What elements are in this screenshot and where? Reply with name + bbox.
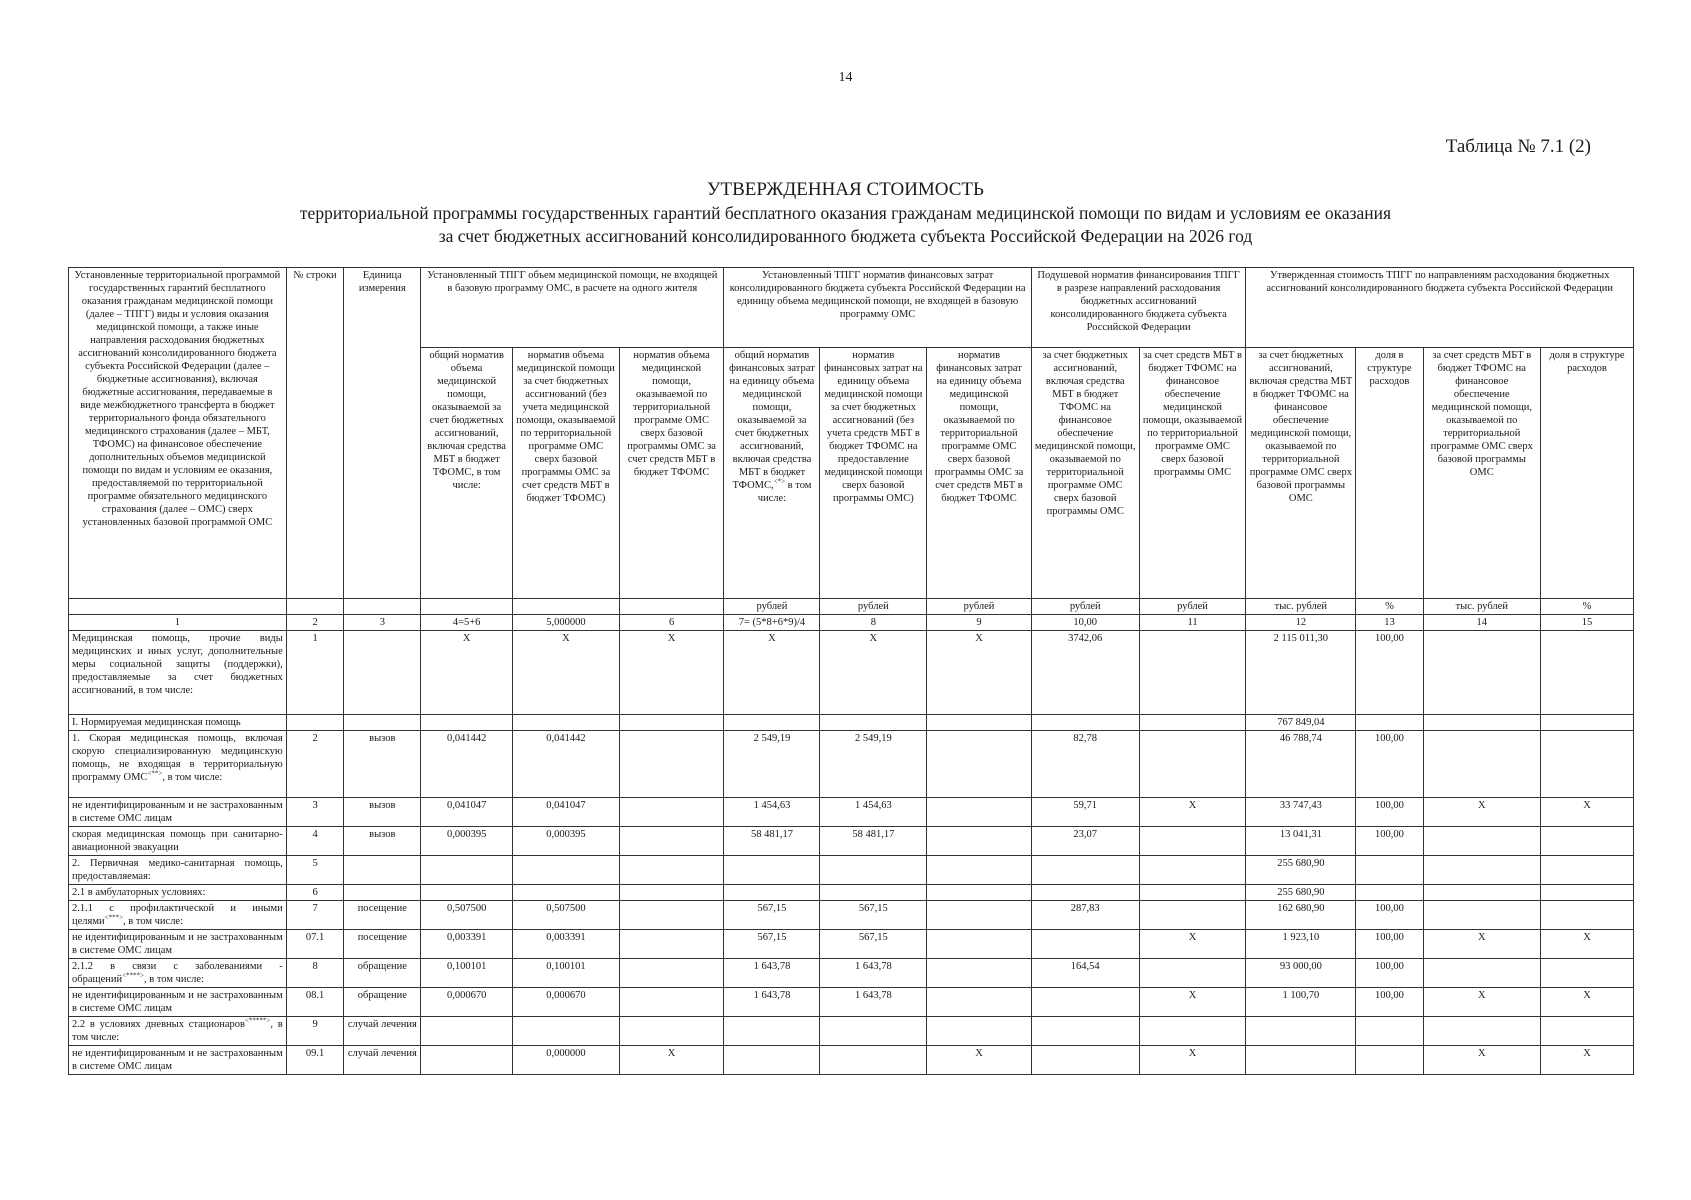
row-label-text: 2.1 в амбулаторных условиях: bbox=[72, 887, 206, 898]
header-row-groups bbox=[69, 268, 1634, 348]
column-number-row bbox=[69, 615, 1634, 631]
row-label-text: не идентифицированным и не застрахованным в системе ОМС лицам bbox=[72, 1048, 283, 1072]
row-footnote-mark: <****> bbox=[122, 971, 145, 980]
table-cell bbox=[724, 1046, 820, 1075]
table-cell bbox=[619, 715, 724, 731]
header-group-volume: Установленный ТПГГ объем медицинской помощи, не входящей в базовую программу ОМС, в расчете на одного жителя bbox=[421, 268, 724, 348]
table-cell: X bbox=[1423, 1046, 1540, 1075]
table-cell: 0,041442 bbox=[513, 731, 620, 798]
table-cell: 0,041047 bbox=[513, 798, 620, 827]
column-number-cell: 10,00 bbox=[1031, 615, 1139, 631]
table-cell bbox=[1356, 715, 1423, 731]
table-cell: обращение bbox=[344, 988, 421, 1017]
table-cell: 1 454,63 bbox=[724, 798, 820, 827]
table-cell: 100,00 bbox=[1356, 731, 1423, 798]
table-cell bbox=[344, 715, 421, 731]
table-cell: 3742,06 bbox=[1031, 631, 1139, 715]
table-cell: 0,000670 bbox=[421, 988, 513, 1017]
table-cell bbox=[1356, 1017, 1423, 1046]
table-cell bbox=[1423, 885, 1540, 901]
table-cell: 0,000000 bbox=[513, 1046, 620, 1075]
table-cell bbox=[344, 631, 421, 715]
table-cell bbox=[1139, 856, 1246, 885]
table-cell bbox=[1423, 827, 1540, 856]
row-label bbox=[69, 930, 287, 959]
table-cell: 567,15 bbox=[820, 901, 927, 930]
row-label-text: I. Нормируемая медицинская помощь bbox=[72, 717, 241, 728]
table-cell: X bbox=[1540, 1046, 1633, 1075]
unit-cell: рублей bbox=[1139, 599, 1246, 615]
header-col-7-footnote: <*> bbox=[773, 477, 786, 486]
row-label bbox=[69, 827, 287, 856]
table-cell: 0,000670 bbox=[513, 988, 620, 1017]
table-cell: 1 100,70 bbox=[1246, 988, 1356, 1017]
table-row bbox=[69, 715, 1634, 731]
unit-cell: рублей bbox=[820, 599, 927, 615]
header-col-10: за счет бюджетных ассигнований, включая средства МБТ в бюджет ТФОМС на финансовое обеспечение медицинской помощи, оказываемой по территориальной программе ОМС сверх базовой программы ОМС bbox=[1031, 348, 1139, 599]
table-cell bbox=[619, 731, 724, 798]
header-col-1-bottom: расходования бюджетных ассигнований консолидированного бюджета субъекта Российской Федерации (далее – бюджетные ассигнования), включая бюджетные ассигнования, передаваемые в виде межбюджетного трансферта в бюджет территориального фонда обязательного медицинского страхования (далее – МБТ, ТФОМС) на финансовое обеспечение дополнительных объемов медицинской помощи по видам и условиям ее оказания, предоставляемой по территориальной программе обязательного медицинского страхования (далее – ОМС) сверх установленных базовой программой ОМС bbox=[78, 335, 277, 528]
row-label bbox=[69, 715, 287, 731]
row-label bbox=[69, 959, 287, 988]
table-cell: X bbox=[927, 1046, 1032, 1075]
table-cell bbox=[619, 988, 724, 1017]
table-cell bbox=[421, 885, 513, 901]
column-number-cell: 13 bbox=[1356, 615, 1423, 631]
table-cell: X bbox=[1423, 798, 1540, 827]
table-cell: 7 bbox=[286, 901, 344, 930]
table-cell bbox=[1540, 856, 1633, 885]
table-cell bbox=[927, 959, 1032, 988]
table-cell bbox=[927, 827, 1032, 856]
row-label bbox=[69, 731, 287, 798]
table-cell bbox=[513, 1017, 620, 1046]
table-cell: 23,07 bbox=[1031, 827, 1139, 856]
table-cell bbox=[513, 856, 620, 885]
table-cell: 287,83 bbox=[1031, 901, 1139, 930]
table-cell: 567,15 bbox=[724, 901, 820, 930]
table-cell: 164,54 bbox=[1031, 959, 1139, 988]
table-cell bbox=[927, 798, 1032, 827]
table-row bbox=[69, 856, 1634, 885]
table-row bbox=[69, 731, 1634, 798]
table-cell bbox=[724, 715, 820, 731]
table-cell: X bbox=[1139, 1046, 1246, 1075]
table-cell: 07.1 bbox=[286, 930, 344, 959]
column-number-cell: 3 bbox=[344, 615, 421, 631]
table-cell bbox=[1423, 631, 1540, 715]
table-cell: 1 643,78 bbox=[820, 988, 927, 1017]
header-col-5: норматив объема медицинской помощи за счет бюджетных ассигнований (без учета медицинской помощи, оказываемой по территориальной программе ОМС сверх базовой программы ОМС за счет средств МБТ в бюджет ТФОМС) bbox=[513, 348, 620, 599]
unit-cell: тыс. рублей bbox=[1246, 599, 1356, 615]
table-cell bbox=[421, 1046, 513, 1075]
table-cell bbox=[1031, 856, 1139, 885]
table-cell: 100,00 bbox=[1356, 798, 1423, 827]
table-cell bbox=[1540, 1017, 1633, 1046]
column-number-cell: 5,000000 bbox=[513, 615, 620, 631]
table-cell: 4 bbox=[286, 827, 344, 856]
table-cell bbox=[927, 885, 1032, 901]
table-cell: X bbox=[1540, 930, 1633, 959]
table-cell: 0,000395 bbox=[513, 827, 620, 856]
row-label bbox=[69, 856, 287, 885]
table-cell bbox=[927, 930, 1032, 959]
table-cell bbox=[927, 856, 1032, 885]
table-cell: 3 bbox=[286, 798, 344, 827]
row-label bbox=[69, 631, 287, 715]
row-label-text: не идентифицированным и не застрахованным в системе ОМС лицам bbox=[72, 990, 283, 1014]
table-cell bbox=[1139, 1017, 1246, 1046]
table-cell: 100,00 bbox=[1356, 827, 1423, 856]
table-cell: 9 bbox=[286, 1017, 344, 1046]
table-cell bbox=[1540, 885, 1633, 901]
header-group-norm: Установленный ТПГГ норматив финансовых затрат консолидированного бюджета субъекта Российской Федерации на единицу объема медицинской помощи, не входящей в базовую программу ОМС bbox=[724, 268, 1031, 348]
table-cell: 567,15 bbox=[724, 930, 820, 959]
header-col-6: норматив объема медицинской помощи, оказываемой по территориальной программе ОМС сверх базовой программы ОМС за счет средств МБТ в бюджет ТФОМС bbox=[619, 348, 724, 599]
table-cell bbox=[1031, 1046, 1139, 1075]
table-cell: 767 849,04 bbox=[1246, 715, 1356, 731]
table-cell bbox=[1540, 827, 1633, 856]
table-cell: X bbox=[1139, 930, 1246, 959]
table-cell: вызов bbox=[344, 827, 421, 856]
table-cell: обращение bbox=[344, 959, 421, 988]
table-cell bbox=[1540, 631, 1633, 715]
unit-cell bbox=[69, 599, 287, 615]
header-col-2: № строки bbox=[286, 268, 344, 599]
header-col-9: норматив финансовых затрат на единицу объема медицинской помощи, оказываемой по территориальной программе ОМС сверх базовой программы ОМС за счет средств МБТ в бюджет ТФОМС bbox=[927, 348, 1032, 599]
table-cell bbox=[1423, 856, 1540, 885]
table-cell bbox=[421, 715, 513, 731]
row-footnote-mark: <*****> bbox=[244, 1016, 271, 1025]
table-cell: 0,100101 bbox=[421, 959, 513, 988]
table-cell: 1 923,10 bbox=[1246, 930, 1356, 959]
column-number-cell: 11 bbox=[1139, 615, 1246, 631]
table-cell bbox=[1423, 731, 1540, 798]
header-group-percap: Подушевой норматив финансирования ТПГГ в разрезе направлений расходования бюджетных ассигнований консолидированного бюджета субъекта Российской Федерации bbox=[1031, 268, 1246, 348]
table-cell bbox=[1031, 930, 1139, 959]
page-number: 14 bbox=[838, 70, 853, 85]
table-cell: X bbox=[1423, 930, 1540, 959]
table-cell: 13 041,31 bbox=[1246, 827, 1356, 856]
table-cell bbox=[619, 798, 724, 827]
table-cell bbox=[619, 856, 724, 885]
row-label-text: скорая медицинская помощь при санитарно-авиационной эвакуации bbox=[72, 829, 283, 853]
table-body bbox=[69, 631, 1634, 1075]
table-cell: 100,00 bbox=[1356, 631, 1423, 715]
table-cell: 08.1 bbox=[286, 988, 344, 1017]
table-cell: X bbox=[927, 631, 1032, 715]
table-cell bbox=[724, 1017, 820, 1046]
table-cell bbox=[1423, 715, 1540, 731]
table-cell: 1 643,78 bbox=[820, 959, 927, 988]
table-cell bbox=[1031, 885, 1139, 901]
table-cell: 0,507500 bbox=[421, 901, 513, 930]
unit-cell: % bbox=[1540, 599, 1633, 615]
table-cell bbox=[927, 901, 1032, 930]
table-cell: 567,15 bbox=[820, 930, 927, 959]
header-col-1-top: Установленные территориальной программой государственных гарантий бесплатного оказания гражданам медицинской помощи (далее – ТПГГ) виды и условия оказания медицинской помощи, а также иные направления bbox=[74, 270, 281, 346]
row-label-text: 2. Первичная медико-санитарная помощь, предоставляемая: bbox=[72, 858, 283, 882]
table-cell: 2 549,19 bbox=[820, 731, 927, 798]
table-cell bbox=[286, 715, 344, 731]
unit-cell: % bbox=[1356, 599, 1423, 615]
column-number-cell: 4=5+6 bbox=[421, 615, 513, 631]
column-number-cell: 12 bbox=[1246, 615, 1356, 631]
table-cell: 100,00 bbox=[1356, 959, 1423, 988]
table-row bbox=[69, 959, 1634, 988]
header-col-13: доля в структуре расходов bbox=[1356, 348, 1423, 599]
row-label-text: 2.1.2 в связи с заболеваниями - обращений bbox=[72, 961, 283, 985]
table-cell bbox=[1356, 885, 1423, 901]
table-cell: X bbox=[619, 631, 724, 715]
unit-cell bbox=[286, 599, 344, 615]
subtitle-line-2: за счет бюджетных ассигнований консолидированного бюджета субъекта Российской Федерации на 2026 год bbox=[438, 226, 1253, 246]
table-cell: X bbox=[1540, 988, 1633, 1017]
table-cell bbox=[1423, 959, 1540, 988]
column-number-cell: 6 bbox=[619, 615, 724, 631]
column-number-cell: 2 bbox=[286, 615, 344, 631]
table-cell bbox=[724, 856, 820, 885]
table-cell bbox=[1031, 988, 1139, 1017]
table-cell bbox=[820, 885, 927, 901]
table-cell: посещение bbox=[344, 901, 421, 930]
table-cell: 100,00 bbox=[1356, 988, 1423, 1017]
table-cell bbox=[1139, 901, 1246, 930]
row-label-tail: , в том числе: bbox=[162, 772, 223, 783]
table-cell bbox=[1031, 1017, 1139, 1046]
row-label-tail: , в том числе: bbox=[144, 974, 204, 985]
table-cell bbox=[1139, 731, 1246, 798]
table-cell: 1 643,78 bbox=[724, 959, 820, 988]
table-row bbox=[69, 1017, 1634, 1046]
row-footnote-mark: <***> bbox=[104, 913, 124, 922]
table-cell: 255 680,90 bbox=[1246, 885, 1356, 901]
header-group-cost: Утвержденная стоимость ТПГГ по направлениям расходования бюджетных ассигнований консолидированного бюджета субъекта Российской Федерации bbox=[1246, 268, 1634, 348]
header-col-4: общий норматив объема медицинской помощи, оказываемой за счет бюджетных ассигнований, включая средства МБТ в бюджет ТФОМС, в том числе: bbox=[421, 348, 513, 599]
subtitle-line-1: территориальной программы государственных гарантий бесплатного оказания гражданам медицинской помощи по видам и условиям ее оказания bbox=[299, 203, 1392, 223]
table-cell: случай лечения bbox=[344, 1046, 421, 1075]
table-cell: X bbox=[1423, 988, 1540, 1017]
table-cell: X bbox=[724, 631, 820, 715]
table-cell bbox=[619, 959, 724, 988]
table-cell: 0,003391 bbox=[513, 930, 620, 959]
row-label-text: 2.1.1 с профилактической и иными целями bbox=[72, 903, 283, 927]
column-number-cell: 7= (5*8+6*9)/4 bbox=[724, 615, 820, 631]
row-label bbox=[69, 988, 287, 1017]
cost-table bbox=[68, 267, 1634, 1075]
table-cell bbox=[513, 885, 620, 901]
header-col-3: Единица измерения bbox=[344, 268, 421, 599]
table-row bbox=[69, 901, 1634, 930]
table-number: Таблица № 7.1 (2) bbox=[1445, 136, 1591, 157]
table-cell: 46 788,74 bbox=[1246, 731, 1356, 798]
row-label-text: 2.2 в условиях дневных стационаров bbox=[72, 1019, 245, 1030]
table-cell bbox=[1540, 959, 1633, 988]
table-cell bbox=[927, 988, 1032, 1017]
table-cell: 93 000,00 bbox=[1246, 959, 1356, 988]
table-cell: 2 549,19 bbox=[724, 731, 820, 798]
table-cell: вызов bbox=[344, 798, 421, 827]
document-subtitle bbox=[0, 202, 1691, 248]
header-col-14: за счет средств МБТ в бюджет ТФОМС на финансовое обеспечение медицинской помощи, оказываемой по территориальной программе ОМС сверх базовой программы ОМС bbox=[1423, 348, 1540, 599]
table-cell: X bbox=[1139, 988, 1246, 1017]
table-cell bbox=[1356, 1046, 1423, 1075]
unit-cell bbox=[513, 599, 620, 615]
header-col-8: норматив финансовых затрат на единицу объема медицинской помощи за счет бюджетных ассигнований (без учета средств МБТ в бюджет ТФОМС на предоставление медицинской помощи сверх базовой программы ОМС) bbox=[820, 348, 927, 599]
table-cell bbox=[820, 1017, 927, 1046]
row-label bbox=[69, 798, 287, 827]
table-cell: 1 bbox=[286, 631, 344, 715]
row-label bbox=[69, 901, 287, 930]
table-cell: 0,507500 bbox=[513, 901, 620, 930]
header-col-15: доля в структуре расходов bbox=[1540, 348, 1633, 599]
header-col-7-tail: в том числе: bbox=[757, 480, 812, 504]
row-label bbox=[69, 885, 287, 901]
table-cell bbox=[513, 715, 620, 731]
table-cell: 1 643,78 bbox=[724, 988, 820, 1017]
table-cell bbox=[927, 715, 1032, 731]
table-row bbox=[69, 798, 1634, 827]
table-cell bbox=[1356, 856, 1423, 885]
table-cell: 8 bbox=[286, 959, 344, 988]
unit-cell: рублей bbox=[724, 599, 820, 615]
table-cell bbox=[1139, 827, 1246, 856]
table-cell bbox=[927, 731, 1032, 798]
table-cell: вызов bbox=[344, 731, 421, 798]
table-cell: 33 747,43 bbox=[1246, 798, 1356, 827]
table-cell: случай лечения bbox=[344, 1017, 421, 1046]
table-cell bbox=[820, 856, 927, 885]
table-cell bbox=[619, 930, 724, 959]
table-cell: 82,78 bbox=[1031, 731, 1139, 798]
table-cell: 100,00 bbox=[1356, 901, 1423, 930]
column-number-cell: 8 bbox=[820, 615, 927, 631]
unit-cell bbox=[619, 599, 724, 615]
table-cell bbox=[421, 1017, 513, 1046]
row-label-tail: , в том числе: bbox=[72, 1019, 283, 1043]
table-cell bbox=[619, 827, 724, 856]
table-cell bbox=[724, 885, 820, 901]
table-cell bbox=[344, 856, 421, 885]
table-cell bbox=[421, 856, 513, 885]
table-cell bbox=[820, 1046, 927, 1075]
unit-cell: рублей bbox=[927, 599, 1032, 615]
table-row bbox=[69, 1046, 1634, 1075]
document-title: УТВЕРЖДЕННАЯ СТОИМОСТЬ bbox=[707, 179, 984, 200]
row-label-text: не идентифицированным и не застрахованным в системе ОМС лицам bbox=[72, 932, 283, 956]
table-cell: 100,00 bbox=[1356, 930, 1423, 959]
table-cell bbox=[1246, 1017, 1356, 1046]
table-cell bbox=[1540, 715, 1633, 731]
row-label-text: не идентифицированным и не застрахованным в системе ОМС лицам bbox=[72, 800, 283, 824]
unit-cell bbox=[421, 599, 513, 615]
header-col-11: за счет средств МБТ в бюджет ТФОМС на финансовое обеспечение медицинской помощи, оказываемой по территориальной программе ОМС сверх базовой программы ОМС bbox=[1139, 348, 1246, 599]
column-number-cell: 14 bbox=[1423, 615, 1540, 631]
table-row bbox=[69, 885, 1634, 901]
table-cell: 09.1 bbox=[286, 1046, 344, 1075]
table-cell: 2 115 011,30 bbox=[1246, 631, 1356, 715]
units-row bbox=[69, 599, 1634, 615]
row-footnote-mark: <**> bbox=[147, 769, 163, 778]
table-cell: 5 bbox=[286, 856, 344, 885]
table-cell: 59,71 bbox=[1031, 798, 1139, 827]
header-col-7 bbox=[724, 348, 820, 599]
table-row bbox=[69, 631, 1634, 715]
header-col-7-text: общий норматив финансовых затрат на единицу объема медицинской помощи, оказываемой за счет бюджетных ассигнований, включая средства МБТ в бюджет ТФОМС, bbox=[729, 350, 815, 491]
table-cell: X bbox=[820, 631, 927, 715]
table-cell bbox=[619, 1017, 724, 1046]
table-cell: 162 680,90 bbox=[1246, 901, 1356, 930]
row-label-text: 1. Скорая медицинская помощь, включая скорую специализированную медицинскую помощь, не входящая в территориальную программу ОМС bbox=[72, 733, 283, 783]
row-label-tail: , в том числе: bbox=[123, 916, 184, 927]
table-cell bbox=[1246, 1046, 1356, 1075]
table-cell: 58 481,17 bbox=[724, 827, 820, 856]
table-cell bbox=[1139, 959, 1246, 988]
table-cell bbox=[1540, 901, 1633, 930]
table-cell: 1 454,63 bbox=[820, 798, 927, 827]
unit-cell: рублей bbox=[1031, 599, 1139, 615]
table-cell: 6 bbox=[286, 885, 344, 901]
table-cell: 255 680,90 bbox=[1246, 856, 1356, 885]
table-cell bbox=[619, 885, 724, 901]
table-cell: X bbox=[619, 1046, 724, 1075]
table-cell bbox=[927, 1017, 1032, 1046]
table-cell: 58 481,17 bbox=[820, 827, 927, 856]
row-label bbox=[69, 1017, 287, 1046]
table-cell: X bbox=[513, 631, 620, 715]
table-cell: 0,003391 bbox=[421, 930, 513, 959]
table-cell bbox=[1540, 731, 1633, 798]
table-cell bbox=[1423, 901, 1540, 930]
column-number-cell: 15 bbox=[1540, 615, 1633, 631]
table-cell: X bbox=[1540, 798, 1633, 827]
table-cell: X bbox=[421, 631, 513, 715]
table-cell bbox=[619, 901, 724, 930]
table-cell: 2 bbox=[286, 731, 344, 798]
header-col-12: за счет бюджетных ассигнований, включая средства МБТ в бюджет ТФОМС на финансовое обеспечение медицинской помощи, оказываемой по территориальной программе ОМС сверх базовой программы ОМС bbox=[1246, 348, 1356, 599]
table-cell bbox=[1139, 631, 1246, 715]
unit-cell: тыс. рублей bbox=[1423, 599, 1540, 615]
row-label-text: Медицинская помощь, прочие виды медицинских и иных услуг, дополнительные меры социальной защиты (поддержки), предоставляемые за счет бюджетных ассигнований, в том числе: bbox=[72, 633, 283, 696]
table-cell bbox=[1031, 715, 1139, 731]
table-cell bbox=[1139, 715, 1246, 731]
column-number-cell: 9 bbox=[927, 615, 1032, 631]
table-cell: 0,041442 bbox=[421, 731, 513, 798]
row-label bbox=[69, 1046, 287, 1075]
table-cell: X bbox=[1139, 798, 1246, 827]
table-row bbox=[69, 988, 1634, 1017]
table-cell: 0,000395 bbox=[421, 827, 513, 856]
unit-cell bbox=[344, 599, 421, 615]
table-cell: 0,041047 bbox=[421, 798, 513, 827]
table-row bbox=[69, 930, 1634, 959]
table-cell bbox=[820, 715, 927, 731]
table-cell bbox=[1139, 885, 1246, 901]
table-cell bbox=[344, 885, 421, 901]
table-row bbox=[69, 827, 1634, 856]
table-cell bbox=[1423, 1017, 1540, 1046]
table-cell: 0,100101 bbox=[513, 959, 620, 988]
header-col-1 bbox=[69, 268, 287, 599]
column-number-cell: 1 bbox=[69, 615, 287, 631]
table-cell: посещение bbox=[344, 930, 421, 959]
